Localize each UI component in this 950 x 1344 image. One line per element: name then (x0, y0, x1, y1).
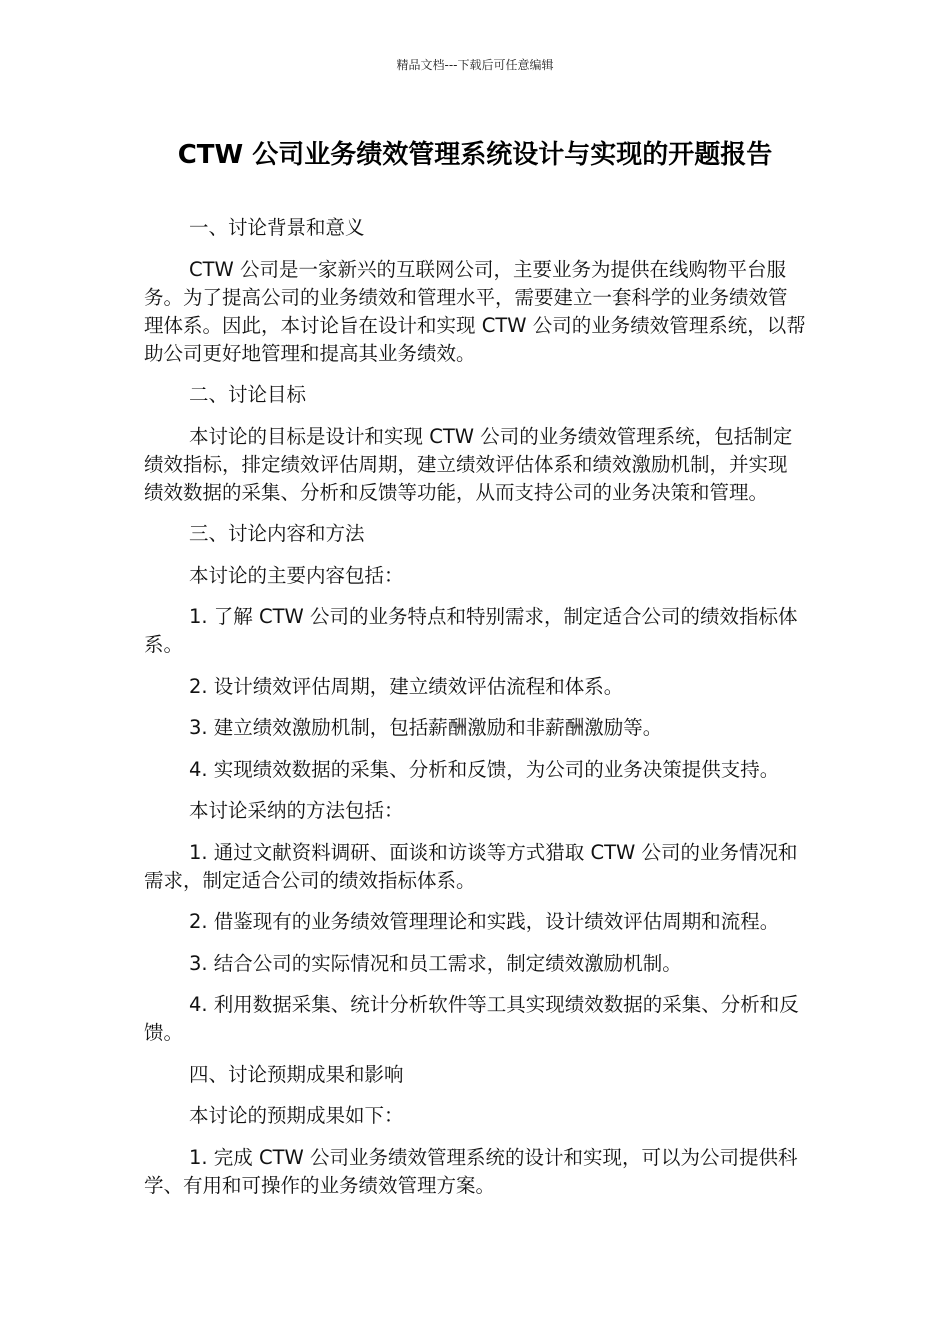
document-title: CTW 公司业务绩效管理系统设计与实现的开题报告 (177, 140, 773, 170)
section-heading-background: 一、讨论背景和意义 (189, 216, 365, 239)
section-heading-content-methods: 三、讨论内容和方法 (189, 522, 365, 545)
paragraph-outcomes-intro: 本讨论的预期成果如下： (189, 1104, 404, 1127)
paragraph-background: CTW 公司是一家新兴的互联网公司，主要业务为提供在线购物平台服务。为了提高公司的业务绩效和管理水平，需要建立一套科学的业务绩效管理体系。因此，本讨论旨在设计和实现 CTW 公司的业务绩效管理系统，以帮助公司更好地管理和提高其业务绩效。 (144, 257, 806, 365)
list-item-content-4: 4. 实现绩效数据的采集、分析和反馈，为公司的业务决策提供支持。 (189, 757, 780, 781)
paragraph-goals: 本讨论的目标是设计和实现 CTW 公司的业务绩效管理系统，包括制定绩效指标，排定绩效评估周期，建立绩效评估体系和绩效激励机制，并实现绩效数据的采集、分析和反馈等功能，从而支持公司的业务决策和管理。 (144, 424, 793, 504)
document-body (144, 214, 806, 1213)
list-item-outcome-1: 1. 完成 CTW 公司业务绩效管理系统的设计和实现，可以为公司提供科学、有用和可操作的业务绩效管理方案。 (144, 1145, 798, 1197)
paragraph-content-intro: 本讨论的主要内容包括： (189, 563, 404, 587)
paragraph-methods-intro: 本讨论采纳的方法包括： (189, 799, 404, 822)
list-item-method-4: 4. 利用数据采集、统计分析软件等工具实现绩效数据的采集、分析和反馈。 (144, 993, 799, 1044)
section-heading-outcomes: 四、讨论预期成果和影响 (189, 1062, 404, 1086)
list-item-method-2: 2. 借鉴现有的业务绩效管理理论和实践，设计绩效评估周期和流程。 (189, 910, 780, 933)
page-header-watermark: 精品文档---下载后可任意编辑 (396, 58, 554, 72)
list-item-method-1: 1. 通过文献资料调研、面谈和访谈等方式猎取 CTW 公司的业务情况和需求，制定适合公司的绩效指标体系。 (144, 840, 798, 892)
list-item-content-2: 2. 设计绩效评估周期，建立绩效评估流程和体系。 (189, 674, 624, 698)
list-item-content-3: 3. 建立绩效激励机制，包括薪酬激励和非薪酬激励等。 (189, 716, 663, 739)
list-item-content-1: 1. 了解 CTW 公司的业务特点和特别需求，制定适合公司的绩效指标体系。 (144, 605, 798, 656)
list-item-method-3: 3. 结合公司的实际情况和员工需求，制定绩效激励机制。 (189, 951, 682, 975)
section-heading-goals: 二、讨论目标 (189, 383, 307, 406)
